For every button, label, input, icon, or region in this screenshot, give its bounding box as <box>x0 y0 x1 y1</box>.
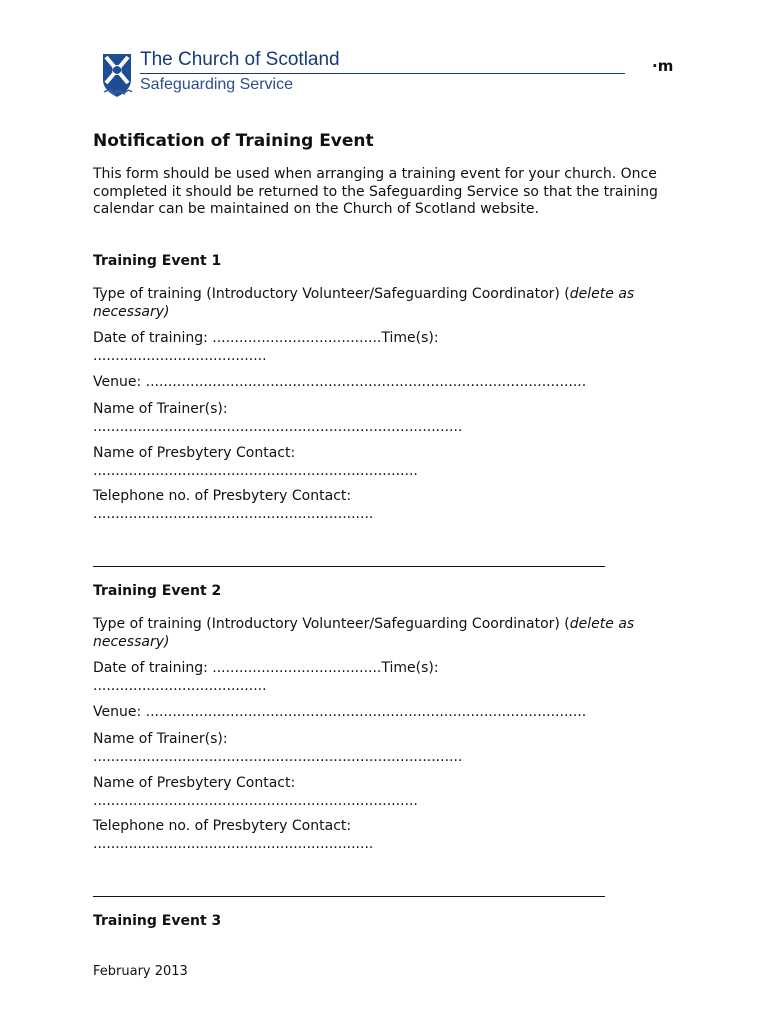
presbytery-phone-label: Telephone no. of Presbytery Contact: <box>93 818 352 834</box>
presbytery-contact-label: Name of Presbytery Contact: <box>93 775 296 791</box>
presbytery-phone-field[interactable] <box>93 488 693 523</box>
type-of-training-field <box>93 616 693 651</box>
delete-note: delete as necessary) <box>93 286 635 320</box>
date-time-dots: ....................................... <box>93 347 267 364</box>
trainer-dots: ................................................................................... <box>93 418 463 435</box>
event-heading: Training Event 3 <box>93 913 222 929</box>
trainer-label: Name of Trainer(s): <box>93 731 228 747</box>
header-rule <box>140 73 625 74</box>
page-title: Notification of Training Event <box>93 131 374 151</box>
date-time-label: Date of training: ......................................Time(s): <box>93 330 439 346</box>
presbytery-contact-label: Name of Presbytery Contact: <box>93 445 296 461</box>
event-heading: Training Event 1 <box>93 253 222 269</box>
trainer-dots: ................................................................................... <box>93 748 463 765</box>
presbytery-phone-dots: ............................................................... <box>93 835 374 852</box>
venue-field[interactable]: Venue: ................................................................................................... <box>93 704 587 720</box>
date-of-training-field[interactable] <box>93 660 693 695</box>
presbytery-phone-dots: ............................................................... <box>93 505 374 522</box>
intro-paragraph: This form should be used when arranging a training event for your church. Once completed it should be returned to the Safeguarding Service so that the training calendar can be maintained on the Church of Scotland website. <box>93 166 658 218</box>
presbytery-contact-dots: ......................................................................... <box>93 792 418 809</box>
venue-field[interactable]: Venue: ................................................................................................... <box>93 374 587 390</box>
trainer-label: Name of Trainer(s): <box>93 401 228 417</box>
section-divider <box>93 566 605 567</box>
date-time-dots: ....................................... <box>93 677 267 694</box>
presbytery-contact-field[interactable] <box>93 445 693 480</box>
header-corner-text: ·m <box>652 57 674 75</box>
trainer-field[interactable] <box>93 731 693 766</box>
presbytery-contact-field[interactable] <box>93 775 693 810</box>
organisation-subtitle: Safeguarding Service <box>140 76 293 93</box>
delete-note: delete as necessary) <box>93 616 635 650</box>
presbytery-phone-field[interactable] <box>93 818 693 853</box>
date-of-training-field[interactable] <box>93 330 693 365</box>
type-of-training-field <box>93 286 693 321</box>
footer-date: February 2013 <box>93 964 188 979</box>
type-of-training-label: Type of training (Introductory Volunteer/Safeguarding Coordinator) ( <box>93 616 570 632</box>
date-time-label: Date of training: ......................................Time(s): <box>93 660 439 676</box>
section-divider <box>93 896 605 897</box>
event-heading: Training Event 2 <box>93 583 222 599</box>
presbytery-phone-label: Telephone no. of Presbytery Contact: <box>93 488 352 504</box>
trainer-field[interactable] <box>93 401 693 436</box>
presbytery-contact-dots: ......................................................................... <box>93 462 418 479</box>
type-of-training-label: Type of training (Introductory Volunteer/Safeguarding Coordinator) ( <box>93 286 570 302</box>
organisation-name: The Church of Scotland <box>140 49 340 70</box>
